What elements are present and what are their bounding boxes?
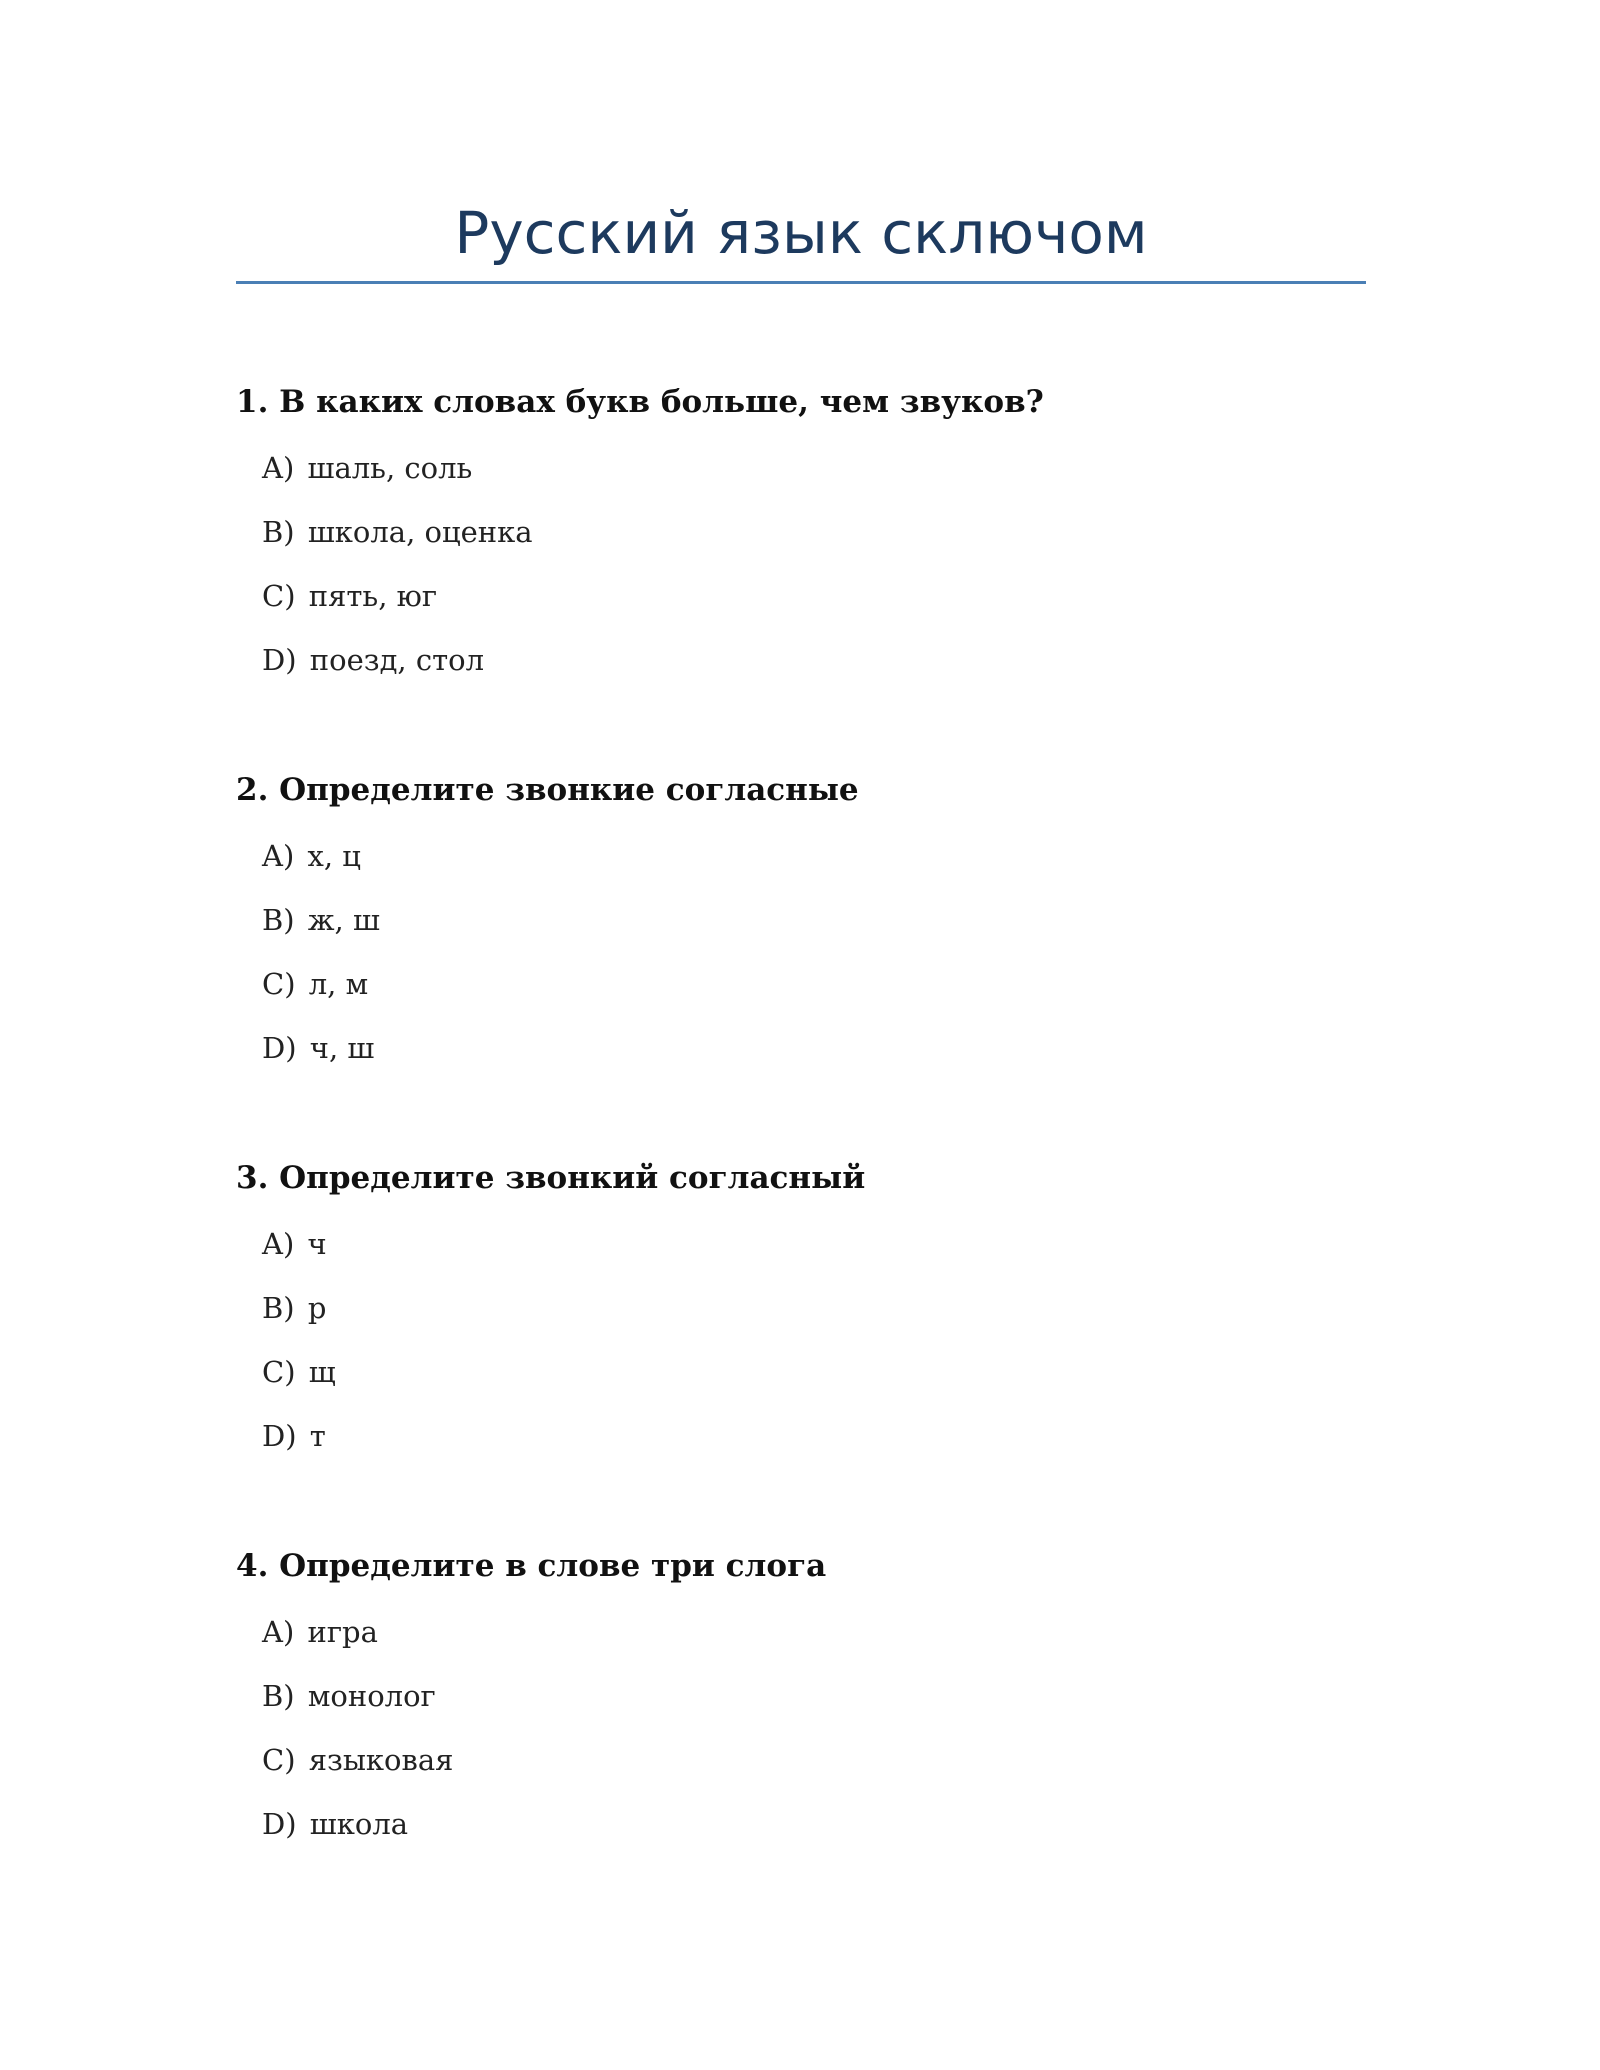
question-text: 2. Определите звонкие согласные [236, 772, 859, 808]
option-letter: A) [262, 451, 295, 485]
option-text: ч [307, 1227, 327, 1261]
option-text: щ [308, 1355, 336, 1389]
option-d [262, 1416, 326, 1456]
option-letter: D) [262, 1807, 297, 1841]
option-b [262, 900, 380, 940]
option-letter: C) [262, 1355, 296, 1389]
option-letter: B) [262, 1679, 295, 1713]
option-text: школа [309, 1807, 409, 1841]
option-text: школа, оценка [307, 515, 533, 549]
option-letter: B) [262, 1291, 295, 1325]
option-text: л, м [308, 967, 369, 1001]
option-letter: C) [262, 1743, 296, 1777]
option-a [262, 836, 361, 876]
option-b [262, 512, 533, 552]
option-letter: A) [262, 1227, 295, 1261]
title-underline [236, 281, 1366, 284]
option-letter: B) [262, 903, 295, 937]
option-b [262, 1676, 436, 1716]
option-text: шаль, соль [307, 451, 473, 485]
option-letter: A) [262, 1615, 295, 1649]
option-c [262, 964, 368, 1004]
option-text: пять, юг [308, 579, 438, 613]
option-letter: B) [262, 515, 295, 549]
question-text: 4. Определите в слове три слога [236, 1548, 827, 1584]
option-d [262, 1804, 408, 1844]
option-text: р [307, 1291, 327, 1325]
option-text: ч, ш [309, 1031, 375, 1065]
document-title: Русский язык сключом [454, 199, 1148, 267]
option-letter: A) [262, 839, 295, 873]
option-c [262, 1352, 336, 1392]
option-d [262, 1028, 374, 1068]
option-letter: D) [262, 1419, 297, 1453]
option-text: х, ц [307, 839, 361, 873]
option-letter: C) [262, 579, 296, 613]
option-text: ж, ш [307, 903, 380, 937]
option-a [262, 448, 472, 488]
option-d [262, 640, 484, 680]
option-b [262, 1288, 326, 1328]
option-c [262, 576, 437, 616]
option-a [262, 1612, 378, 1652]
option-c [262, 1740, 453, 1780]
option-text: игра [307, 1615, 378, 1649]
option-text: монолог [307, 1679, 436, 1713]
option-letter: D) [262, 643, 297, 677]
question-text: 1. В каких словах букв больше, чем звуков? [236, 384, 1044, 420]
option-a [262, 1224, 327, 1264]
option-letter: D) [262, 1031, 297, 1065]
option-text: т [309, 1419, 326, 1453]
option-text: языковая [308, 1743, 454, 1777]
option-letter: C) [262, 967, 296, 1001]
option-text: поезд, стол [309, 643, 485, 677]
question-text: 3. Определите звонкий согласный [236, 1160, 866, 1196]
